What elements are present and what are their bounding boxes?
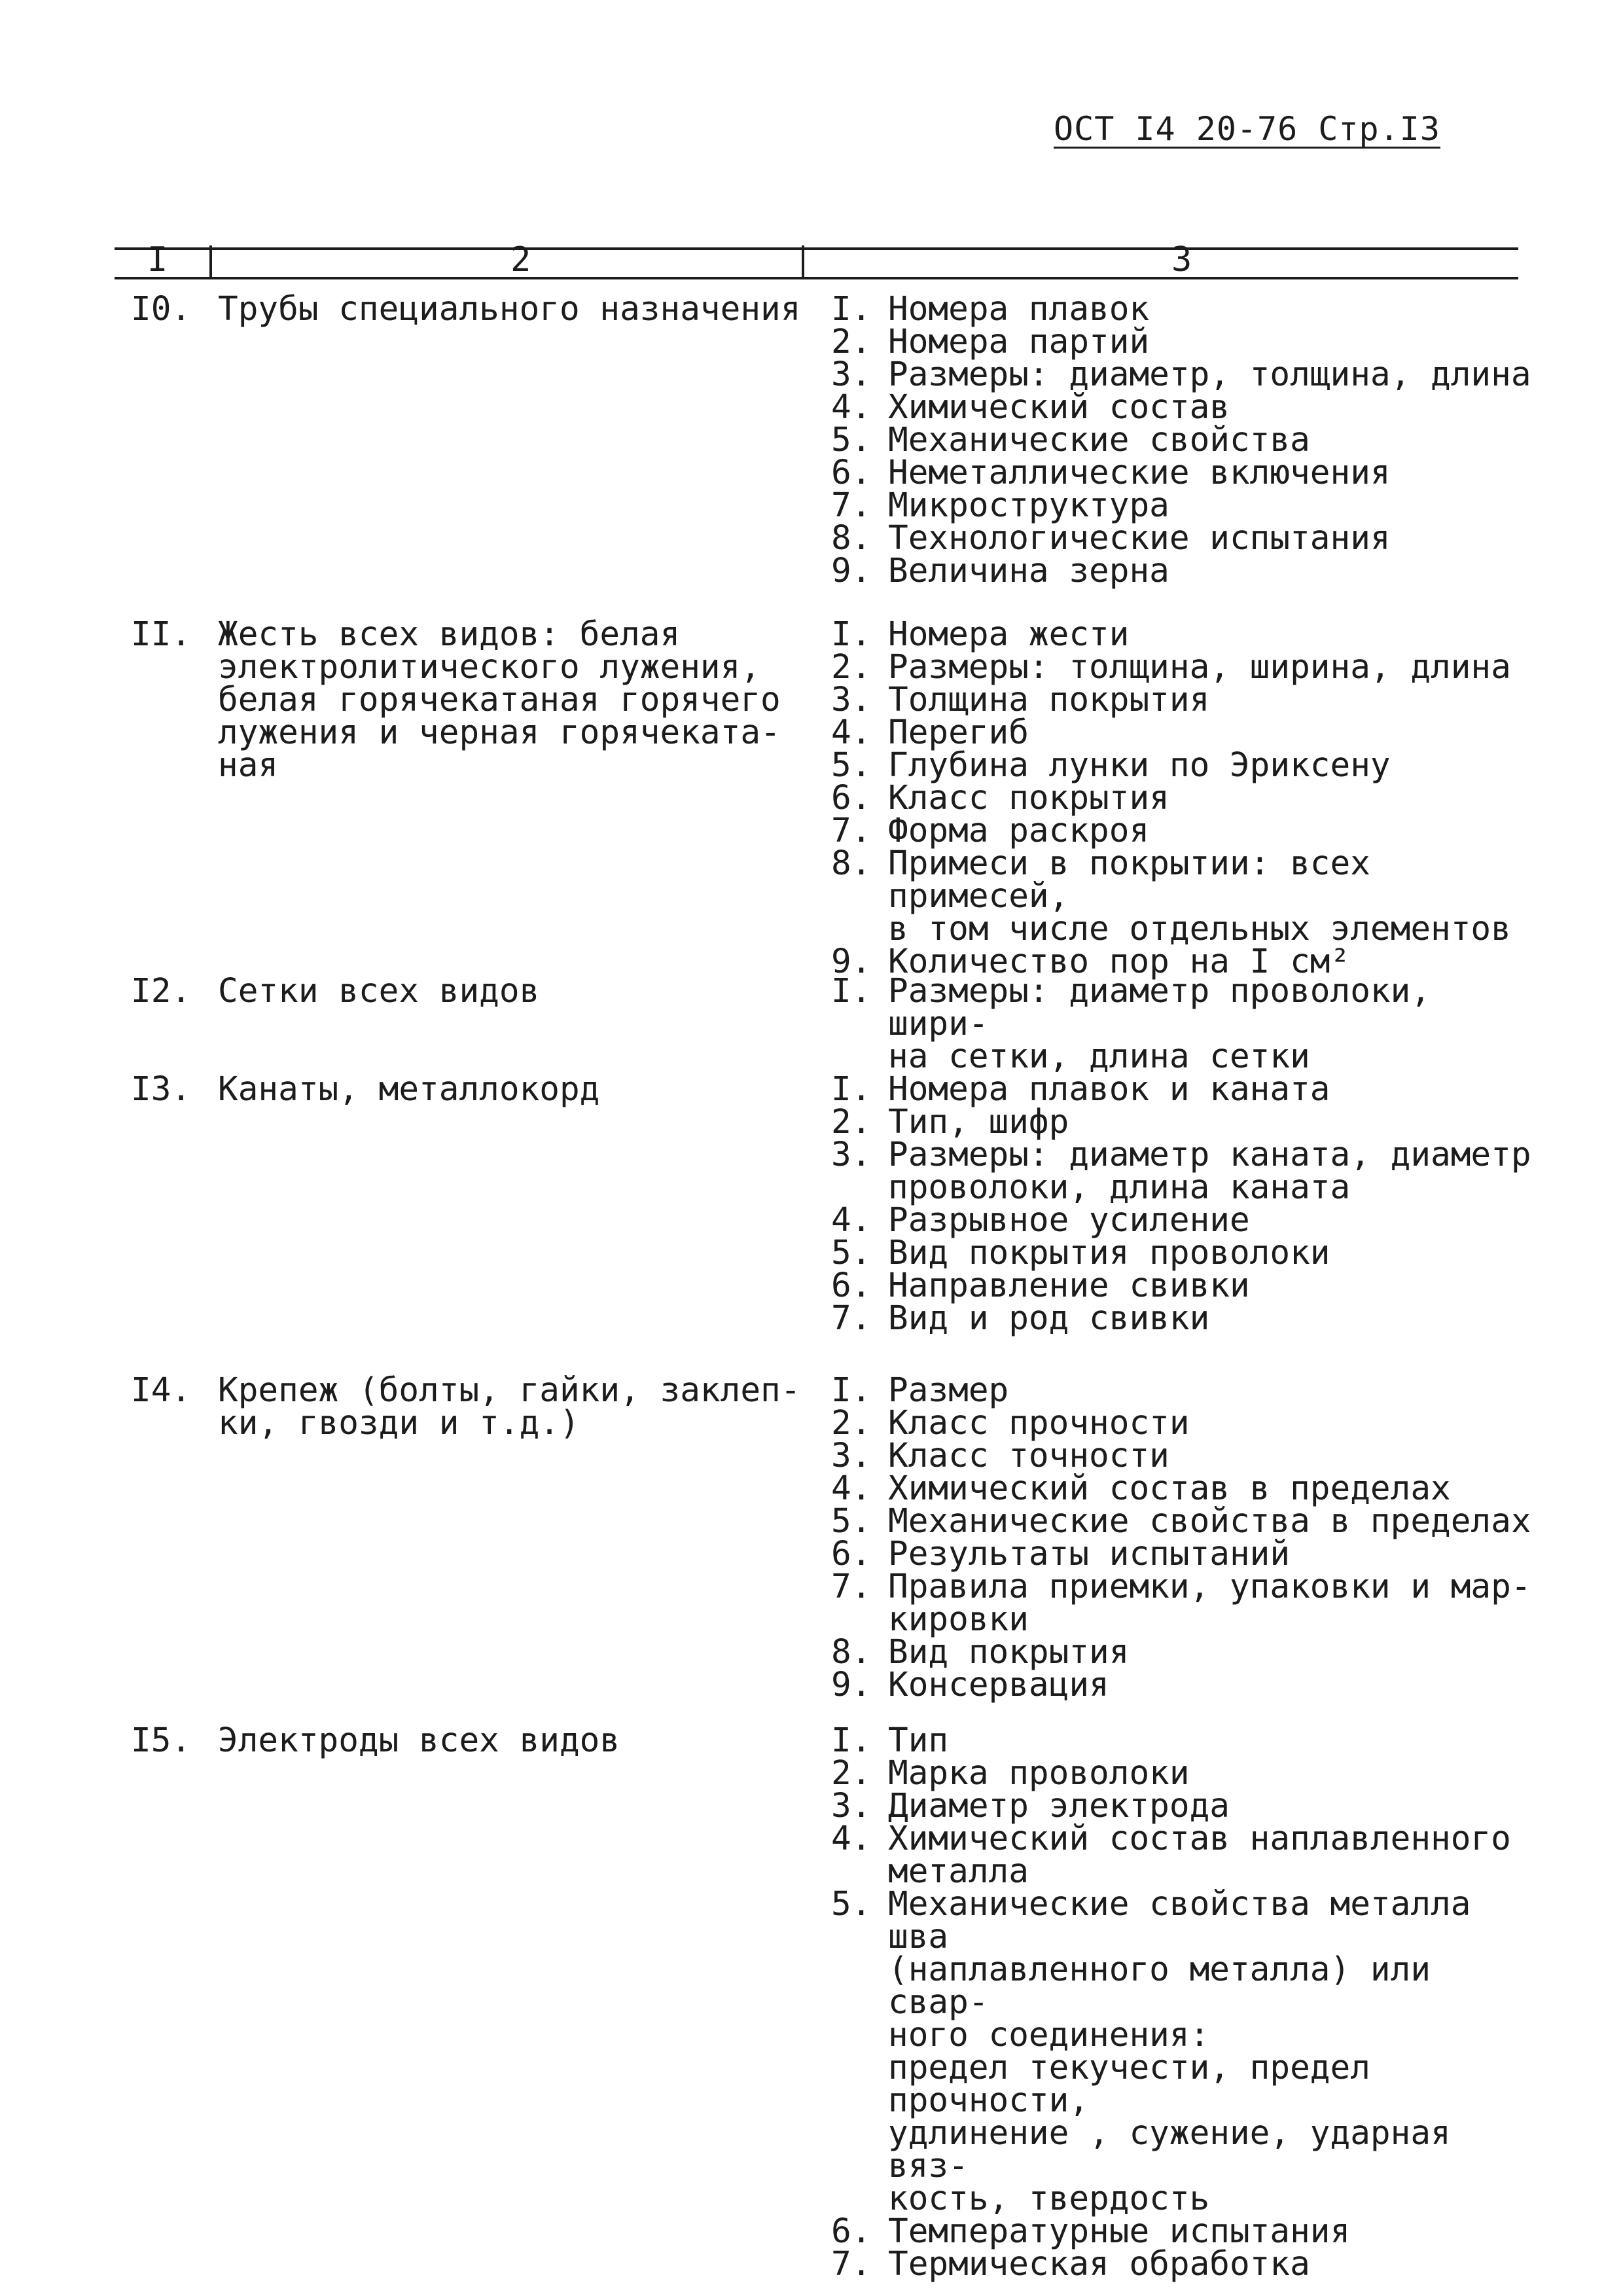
list-item	[831, 1721, 1551, 1760]
item-text: Перегиб	[888, 713, 1029, 752]
item-number: 4.	[831, 388, 872, 427]
item-text: Класс прочности	[888, 1404, 1190, 1443]
page-header: ОСТ I4 20-76 Стр.I3	[1054, 110, 1440, 148]
list-item	[831, 1502, 1551, 1541]
entry-product-name: Канаты, металлокорд	[218, 1070, 600, 1109]
item-number: 3.	[831, 681, 872, 719]
item-number: 6.	[831, 2212, 872, 2251]
item-text: Тип, шифр	[888, 1103, 1069, 1141]
list-item	[831, 1535, 1551, 1573]
list-item	[831, 421, 1551, 459]
column-header	[115, 239, 1518, 285]
item-text: Химический состав в пределах	[888, 1469, 1451, 1508]
item-text: Разрывное усиление	[888, 1201, 1250, 1240]
item-number: 2.	[831, 1404, 872, 1443]
item-text: Механические свойства в пределах	[888, 1502, 1531, 1541]
entry-product-name: Крепеж (болты, гайки, заклеп- ки, гвозди и т.д.)	[218, 1371, 801, 1443]
list-item	[831, 779, 1551, 817]
list-item	[831, 681, 1551, 719]
list-item	[831, 1404, 1551, 1443]
item-number: 6.	[831, 1266, 872, 1305]
column-number-2: 2	[510, 240, 531, 279]
list-item	[831, 2212, 1551, 2251]
item-number: 6.	[831, 1535, 872, 1573]
item-number: 5.	[831, 421, 872, 459]
item-text: Вид и род свивки	[888, 1299, 1210, 1338]
characteristics-list	[831, 1070, 1551, 1338]
item-number: 5.	[831, 1885, 872, 1924]
item-number: 9.	[831, 1666, 872, 1704]
item-number: 8.	[831, 844, 872, 883]
characteristics-list	[831, 972, 1551, 1076]
item-text: Номера партий	[888, 323, 1150, 361]
header-top-rule	[115, 247, 1518, 250]
list-item	[831, 1299, 1551, 1338]
list-item	[831, 972, 1551, 1076]
item-text: Вид покрытия проволоки	[888, 1234, 1330, 1272]
item-text: Химический состав наплавленного металла	[888, 1820, 1511, 1891]
list-item	[831, 454, 1551, 492]
characteristics-list	[831, 1721, 1551, 2284]
item-number: 4.	[831, 1820, 872, 1858]
item-number: 7.	[831, 2245, 872, 2284]
list-item	[831, 1666, 1551, 1704]
item-text: Номера жести	[888, 615, 1130, 654]
list-item	[831, 615, 1551, 654]
item-text: Размер	[888, 1371, 1009, 1410]
item-text: Примеси в покрытии: всех примесей, в том числе отдельных элементов	[888, 844, 1511, 948]
item-number: 3.	[831, 1136, 872, 1174]
list-item	[831, 323, 1551, 361]
item-number: I.	[831, 1721, 872, 1760]
list-item	[831, 713, 1551, 752]
item-number: I.	[831, 290, 872, 329]
item-number: 4.	[831, 1469, 872, 1508]
item-number: 8.	[831, 519, 872, 558]
entry-product-name: Жесть всех видов: белая электролитического лужения, белая горячекатаная горячего лужения и черная горячеката- ная	[218, 615, 781, 785]
header-bottom-rule	[115, 277, 1518, 279]
item-text: Механические свойства	[888, 421, 1310, 459]
item-text: Класс точности	[888, 1437, 1169, 1475]
item-number: 9.	[831, 942, 872, 981]
item-text: Механические свойства металла шва (наплавленного металла) или свар- ного соединения: предел текучести, предел прочности, удлинение , сужение, ударная вяз- кость, твердость	[888, 1885, 1471, 2218]
list-item	[831, 1103, 1551, 1141]
item-number: 2.	[831, 648, 872, 687]
entry-number: I3.	[131, 1070, 192, 1109]
list-item	[831, 1371, 1551, 1410]
item-number: 3.	[831, 1787, 872, 1825]
item-text: Глубина лунки по Эриксену	[888, 746, 1391, 785]
entry-product-name: Трубы специального назначения	[218, 290, 801, 329]
item-number: I.	[831, 972, 872, 1011]
column-number-3: 3	[1171, 240, 1192, 279]
item-number: 7.	[831, 1568, 872, 1606]
list-item	[831, 2245, 1551, 2284]
item-text: Тип	[888, 1721, 949, 1760]
characteristics-list	[831, 615, 1551, 981]
item-number: I.	[831, 615, 872, 654]
item-text: Номера плавок	[888, 290, 1150, 329]
item-text: Количество пор на I см²	[888, 942, 1351, 981]
list-item	[831, 1885, 1551, 2218]
list-item	[831, 844, 1551, 948]
item-text: Толщина покрытия	[888, 681, 1210, 719]
item-number: 5.	[831, 746, 872, 785]
item-number: 6.	[831, 779, 872, 817]
item-text: Размеры: диаметр, толщина, длина	[888, 355, 1531, 394]
item-number: 6.	[831, 454, 872, 492]
entry-number: II.	[131, 615, 192, 654]
list-item	[831, 1787, 1551, 1825]
column-divider	[802, 245, 804, 279]
item-text: Марка проволоки	[888, 1754, 1190, 1793]
list-item	[831, 1568, 1551, 1639]
item-number: 4.	[831, 713, 872, 752]
list-item	[831, 1437, 1551, 1475]
item-number: 5.	[831, 1234, 872, 1272]
item-text: Термическая обработка	[888, 2245, 1310, 2284]
item-text: Величина зерна	[888, 552, 1169, 590]
item-text: Результаты испытаний	[888, 1535, 1291, 1573]
list-item	[831, 1469, 1551, 1508]
item-text: Размеры: диаметр каната, диаметр проволоки, длина каната	[888, 1136, 1531, 1207]
list-item	[831, 1266, 1551, 1305]
item-number: 7.	[831, 812, 872, 850]
item-text: Размеры: диаметр проволоки, шири- на сетки, длина сетки	[888, 972, 1431, 1076]
item-number: 3.	[831, 355, 872, 394]
item-text: Диаметр электрода	[888, 1787, 1230, 1825]
item-text: Номера плавок и каната	[888, 1070, 1330, 1109]
list-item	[831, 355, 1551, 394]
list-item	[831, 552, 1551, 590]
characteristics-list	[831, 290, 1551, 590]
list-item	[831, 1201, 1551, 1240]
entry-number: I2.	[131, 972, 192, 1011]
column-divider	[209, 245, 212, 279]
list-item	[831, 1754, 1551, 1793]
item-number: 2.	[831, 1103, 872, 1141]
list-item	[831, 486, 1551, 525]
item-text: Технологические испытания	[888, 519, 1391, 558]
item-number: 9.	[831, 552, 872, 590]
item-number: 8.	[831, 1633, 872, 1672]
item-text: Температурные испытания	[888, 2212, 1351, 2251]
item-number: 5.	[831, 1502, 872, 1541]
entry-product-name: Сетки всех видов	[218, 972, 540, 1011]
list-item	[831, 648, 1551, 687]
list-item	[831, 1234, 1551, 1272]
characteristics-list	[831, 1371, 1551, 1704]
entry-number: I5.	[131, 1721, 192, 1760]
item-number: 7.	[831, 486, 872, 525]
item-text: Неметаллические включения	[888, 454, 1391, 492]
list-item	[831, 1136, 1551, 1207]
list-item	[831, 388, 1551, 427]
list-item	[831, 519, 1551, 558]
list-item	[831, 1070, 1551, 1109]
item-number: 2.	[831, 1754, 872, 1793]
item-text: Направление свивки	[888, 1266, 1250, 1305]
list-item	[831, 812, 1551, 850]
item-text: Химический состав	[888, 388, 1230, 427]
item-number: I.	[831, 1070, 872, 1109]
item-text: Размеры: толщина, ширина, длина	[888, 648, 1511, 687]
list-item	[831, 746, 1551, 785]
list-item	[831, 1633, 1551, 1672]
list-item	[831, 1820, 1551, 1891]
item-text: Класс покрытия	[888, 779, 1169, 817]
list-item	[831, 290, 1551, 329]
item-number: 4.	[831, 1201, 872, 1240]
item-text: Микроструктура	[888, 486, 1169, 525]
item-text: Вид покрытия	[888, 1633, 1130, 1672]
column-number-1: I	[147, 240, 168, 279]
item-number: 7.	[831, 1299, 872, 1338]
entry-number: I0.	[131, 290, 192, 329]
entry-product-name: Электроды всех видов	[218, 1721, 620, 1760]
item-number: I.	[831, 1371, 872, 1410]
item-text: Правила приемки, упаковки и мар- кировки	[888, 1568, 1531, 1639]
item-number: 3.	[831, 1437, 872, 1475]
item-text: Консервация	[888, 1666, 1109, 1704]
entry-number: I4.	[131, 1371, 192, 1410]
item-number: 2.	[831, 323, 872, 361]
item-text: Форма раскроя	[888, 812, 1150, 850]
